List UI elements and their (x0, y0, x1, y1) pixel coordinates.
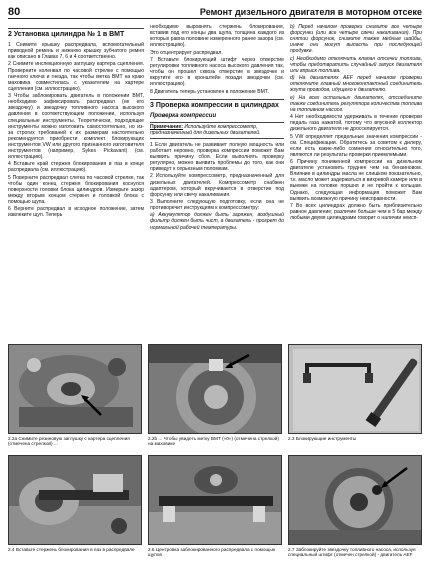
figure-2-7 (288, 455, 422, 558)
figure-caption: 2.3 Блокирующие инструменты (288, 435, 357, 441)
paragraph: 8 Двигатель теперь установлен в положение ВМТ. (150, 88, 269, 95)
paragraph: 1 Снимите крышку распредвала, вспомогательный приводной ремень и нижнюю крышку зубчатого ремня как описано в Главах 7, 6 и 4 соответственно. (8, 42, 144, 61)
paragraph: необходимо выровнять стержень блокирования, вставив под его концы два щупа, толщина каждого из которых равна половине измеренного ранее зазора (см. иллюстрацию). (150, 24, 284, 49)
page-header (8, 4, 422, 19)
photo-locking-tools (288, 344, 422, 434)
paragraph: b) Перед началом проверки снимите все четыре форсунки (или все четыре свечи накаливания). При снятии форсунок, снимите также медные шайбы, иначе они могут выпасть при последующей продувке. (290, 24, 422, 55)
column-left (8, 24, 144, 220)
section-heading-compression: 3 Проверка компрессии в цилиндрах (150, 99, 284, 110)
paragraph: 6 Причину пониженной компрессии на дизельном двигателе установить труднее чем на бензиновом. Влияние в цилиндры масла не слишком показательно, т.к. масло может задержаться в вихревой камере или в выемке на головке поршня и не пройти к кольцам. Однако, следующая информация поможет Вам выявить возможную причину неисправности. (290, 159, 422, 202)
page-number: 80 (8, 6, 21, 18)
paragraph: 7 Вставьте блокирующий штифт через отверстие регулировки топливного насоса высокого давления так, чтобы он прошел сквозь отверстие в звездочке и вкрутите его в кронштейн позади звездочки (см. иллюстрацию). (150, 56, 284, 88)
paragraph: a) Аккумулятор должен быть заряжен, воздушный фильтр должен быть чист, а двигатель - прогрет до нормальной рабочей температуры. (150, 212, 284, 231)
figure-row-bottom (8, 455, 422, 558)
paragraph: 2 Используйте компрессометр, предназначенный для дизельных двигателей. Компрессометр снабжен адаптером, который вкручивается в отверстие под форсунку или свечу накаливания. (150, 173, 284, 198)
note-text: Используйте компрессометр, предназначенный для дизельных двигателей. (150, 124, 261, 137)
paragraph: 4 Вставьте край стержня блокирования в паз в конце распредвала (см. иллюстрацию). (8, 161, 144, 174)
page-title: Ремонт дизельного двигателя в моторном отсеке (199, 7, 422, 17)
figure-2-3 (288, 344, 422, 447)
figure-caption: 2.6 Центровка заблокированного распредвала с помощью щупов (148, 546, 276, 557)
paragraph: 1 Если двигатель не развивает полную мощность или работает неровно, проверка компрессии поможет Вам выявить причину сбоя. Если выполнять проверку регулярно, можно выявить проблемы до того, как они приведут к серьезным поломкам. (150, 141, 284, 173)
paragraph: d) На двигателях AEF перед началом проверки отключите главный многоконтактный соединитель жгута проводов, идущего к двигателю. (290, 75, 422, 94)
paragraph: c) Необходимо отключить клапан отсечки топлива, чтобы предотвратить случайный запуск двигателя или впрыск топлива. (290, 55, 422, 74)
figure-caption: 2.2а Снимите резиновую заглушку с картера сцепления (отмечена стрелкой) ... (8, 435, 130, 446)
paragraph: e) На всех остальных двигателях, отсоедините также соединитель регулятора количества топлива на топливном насосе. (290, 94, 422, 113)
photo-flywheel-tdc-mark (148, 344, 282, 434)
figure-caption: 2.7 Заблокируйте звездочку топливного насоса, используя специальный штифт (отмечен стрелкой) - двигатель AEF (288, 546, 416, 557)
note-box (150, 122, 284, 139)
paragraph: Это отцентрирует распредвал. (150, 49, 223, 56)
photo-camshaft-locking-bar (8, 455, 142, 545)
photo-feeler-gauges (148, 455, 282, 545)
photo-clutch-housing (8, 344, 142, 434)
figure-2-2a (8, 344, 142, 447)
paragraph: 3 Выполните следующую подготовку, если она не противоречит инструкциям к компрессометру: (150, 199, 284, 212)
paragraph: 3 Чтобы заблокировать двигатель в положении ВМТ, необходимо зафиксировать распредвал (не его звездочку) и звездочку топливного насоса высокого давления в соответствующем положении, используя специальные инструменты. Теоретически, подходящие инструменты можно изготовить самостоятельно, но из-за строгих требований к их размерам настоятельно рекомендуется приобрести комплект блокирующих инструментов VW или другого признанного изготовителя инструментов (например, Sykes Pickavant) (см. иллюстрацию). (8, 93, 144, 161)
column-right (290, 24, 422, 222)
paragraph: 5 VW определяет предельные значения компрессии - см. Спецификации. Обратитесь за советом к дилеру, если есть какие-либо сомнения относительно того, являются ли результаты проверки приемлемыми. (290, 133, 422, 158)
paragraph: 5 Поверните распредвал слегка по часовой стрелке, так чтобы один конец стержня блокирования коснулся поверхности головки блока цилиндров. Измерьте зазор между вторым концом стержня и головкой блока с помощью щупа. (8, 174, 144, 206)
figure-caption: 2.2b ... Чтобы увидеть метку ВМТ («0») (отмечена стрелкой) на маховике (148, 435, 279, 446)
column-middle (150, 24, 284, 232)
subheading-compression-check: Проверка компрессии (150, 112, 217, 119)
photo-pump-sprocket-pin (288, 455, 422, 545)
figure-caption: 2.4 Вставьте стержень блокирования в паз в распредвале (8, 546, 135, 552)
paragraph: 7 Во всех цилиндрах должно быть приблизительно равное давление; различие больше чем в 5 бар между любыми двумя цилиндрами говорит о наличии неисп- (290, 202, 422, 222)
figure-2-2b (148, 344, 282, 447)
paragraph: 2 Снимите инспекционную заглушку картера сцепления. Проверните коленвал по часовой стрелке с помощью гаечного ключа и гнезда, так чтобы метка ВМТ на краю маховика совместилась с указателем на картере сцепления (см. иллюстрацию). (8, 61, 144, 92)
section-heading-tdc: 2 Установка цилиндра № 1 в ВМТ (8, 28, 144, 39)
paragraph: 4 Нет необходимости удерживать в течение проверки педаль газа нажатой, потому что впускной коллектор дизельного двигателя не дросселируется. (290, 114, 422, 133)
paragraph: 6 Верните распредвал в исходное положение, затем извлеките щуп. Теперь (8, 206, 144, 219)
figure-row-top (8, 344, 422, 447)
figure-2-4 (8, 455, 142, 558)
figure-2-6 (148, 455, 282, 558)
note-label: Примечание: (150, 124, 183, 131)
